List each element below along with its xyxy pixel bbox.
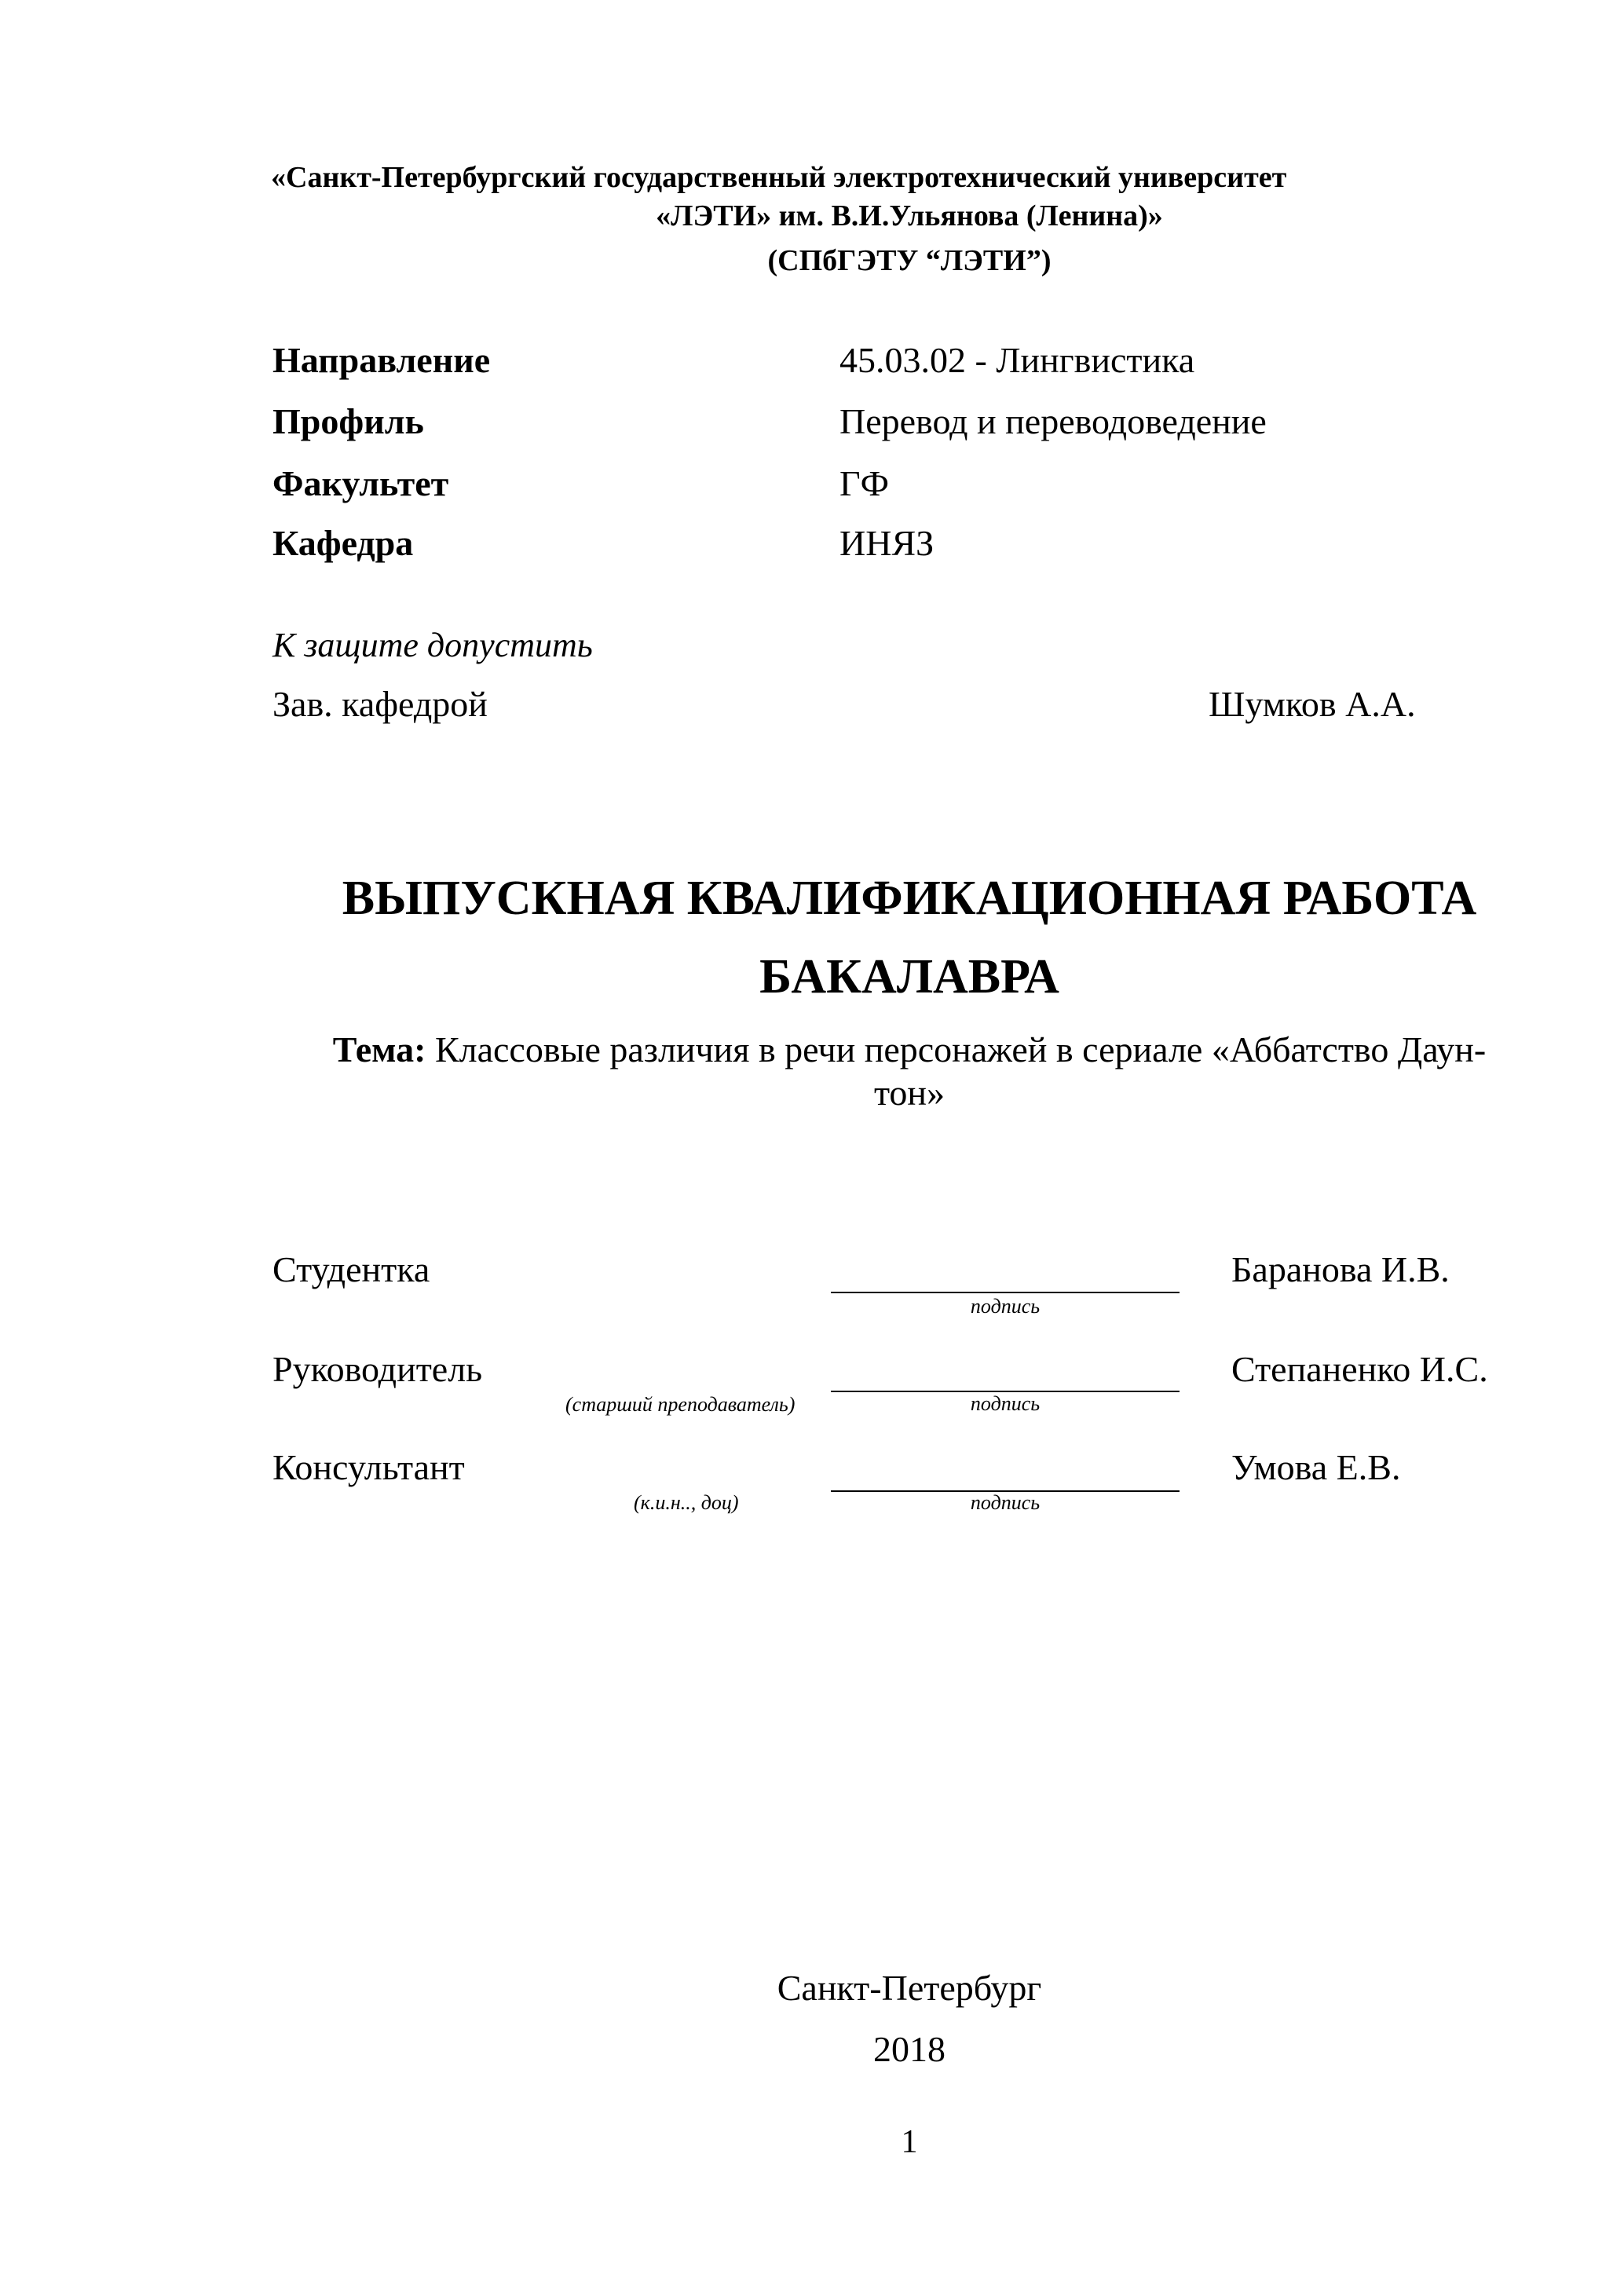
signature-caption-consultant: подпись [970, 1491, 1041, 1514]
footer-year: 2018 [873, 2029, 946, 2069]
info-value-faculty: ГФ [839, 463, 889, 503]
signature-role-student: Студентка [272, 1249, 430, 1289]
topic-text: Классовые различия в речи персонажей в сериале «Аббатство Даун- [434, 1029, 1487, 1069]
signature-caption-student: подпись [970, 1295, 1041, 1318]
topic-line1 [0, 1029, 1624, 1069]
signature-rank-consultant: (к.и.н.., доц) [634, 1491, 739, 1514]
approval-note: К защите допустить [272, 626, 593, 664]
signature-name-student: Баранова И.В. [1231, 1249, 1450, 1289]
info-value-profile: Перевод и переводоведение [839, 401, 1267, 441]
topic-line2: тон» [873, 1073, 946, 1113]
signature-rank-supervisor: (старший преподаватель) [565, 1393, 796, 1416]
page-number: 1 [901, 2124, 918, 2160]
info-label-faculty: Факультет [272, 463, 449, 503]
info-value-direction: 45.03.02 - Лингвистика [839, 340, 1195, 380]
approval-name: Шумков А.А. [1209, 684, 1416, 724]
info-label-department: Кафедра [272, 523, 414, 563]
signature-role-consultant: Консультант [272, 1447, 465, 1487]
approval-role: Зав. кафедрой [272, 684, 488, 724]
signature-name-consultant: Умова Е.В. [1231, 1447, 1401, 1487]
university-name-line2: «ЛЭТИ» им. В.И.Ульянова (Ленина)» [656, 199, 1163, 232]
info-value-department: ИНЯЗ [839, 523, 935, 563]
signature-role-supervisor: Руководитель [272, 1349, 483, 1389]
signature-name-supervisor: Степаненко И.С. [1231, 1349, 1488, 1389]
document-title-line2: БАКАЛАВРА [759, 950, 1059, 1004]
signature-line-student [831, 1292, 1180, 1293]
signature-caption-supervisor: подпись [970, 1392, 1041, 1415]
topic-label: Тема: [332, 1029, 426, 1069]
university-name-line1: «Санкт-Петербургский государственный электротехнический университет [271, 161, 1287, 194]
document-title-line1: ВЫПУСКНАЯ КВАЛИФИКАЦИОННАЯ РАБОТА [342, 872, 1477, 925]
university-abbreviation: (СПбГЭТУ “ЛЭТИ”) [767, 244, 1052, 277]
info-label-direction: Направление [272, 340, 491, 380]
info-label-profile: Профиль [272, 401, 424, 441]
footer-city: Санкт-Петербург [777, 1968, 1042, 2008]
